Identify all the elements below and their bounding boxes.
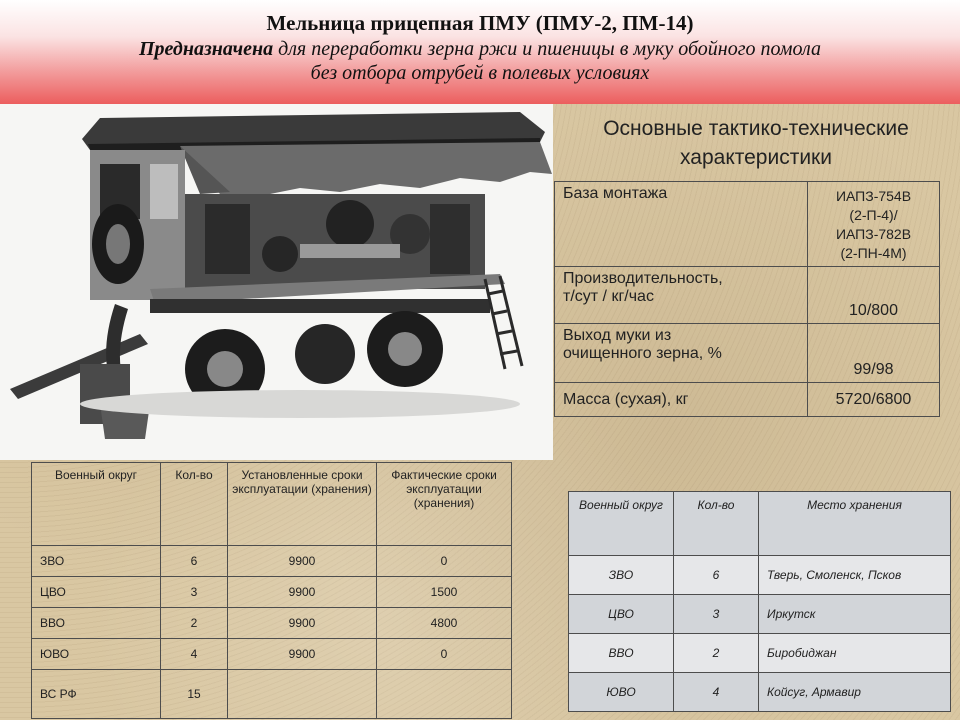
specs-title-line1: Основные тактико-технические [603, 117, 909, 140]
mill-trailer-photo-icon [0, 104, 553, 460]
table-row [32, 546, 512, 577]
storage-header: Место хранения [759, 492, 951, 556]
distribution-header: Кол-во [161, 463, 228, 546]
distribution-header: Установленные сроки эксплуатации (хранения) [228, 463, 377, 546]
storage-header: Военный округ [569, 492, 674, 556]
specs-row [555, 267, 940, 324]
table-cell: ВВО [32, 608, 161, 639]
table-cell: 15 [161, 670, 228, 719]
table-cell: 2 [161, 608, 228, 639]
subtitle-line2: без отбора отрубей в полевых условиях [310, 62, 650, 84]
table-cell: 6 [161, 546, 228, 577]
table-cell: 4 [674, 673, 759, 712]
specs-row [555, 182, 940, 267]
table-cell: ЗВО [569, 556, 674, 595]
table-cell: 0 [377, 639, 512, 670]
table-cell: ВВО [569, 634, 674, 673]
specs-label-line: т/сут / кг/час [563, 288, 654, 305]
table-cell: ВС РФ [32, 670, 161, 719]
table-cell: 4 [161, 639, 228, 670]
distribution-table [31, 462, 512, 719]
specs-value: 99/98 [808, 324, 940, 383]
storage-header: Кол-во [674, 492, 759, 556]
specs-label: База монтажа [555, 182, 808, 267]
specs-label-line: Производительность, [563, 270, 723, 287]
table-cell [228, 670, 377, 719]
table-cell: ЦВО [32, 577, 161, 608]
specs-value-line: (2-П-4)/ [849, 207, 898, 223]
specs-title [556, 114, 956, 172]
specs-label: Масса (сухая), кг [555, 383, 808, 417]
table-cell: Биробиджан [759, 634, 951, 673]
table-cell: 1500 [377, 577, 512, 608]
specs-row [555, 383, 940, 417]
table-row [569, 673, 951, 712]
table-cell: 0 [377, 546, 512, 577]
table-cell: ЮВО [32, 639, 161, 670]
distribution-header-row [32, 463, 512, 546]
specs-value-line: ИАПЗ-754В [835, 188, 912, 204]
specs-value: 10/800 [808, 267, 940, 324]
specs-value: 5720/6800 [808, 383, 940, 417]
specs-label [555, 267, 808, 324]
table-row [32, 577, 512, 608]
table-cell: 3 [674, 595, 759, 634]
table-cell: Койсуг, Армавир [759, 673, 951, 712]
table-row [569, 595, 951, 634]
slide-title: Мельница прицепная ПМУ (ПМУ-2, ПМ-14) [266, 11, 694, 35]
table-row [569, 634, 951, 673]
table-cell: 3 [161, 577, 228, 608]
slide-header [0, 0, 960, 104]
table-row [32, 608, 512, 639]
table-cell: 9900 [228, 639, 377, 670]
table-cell [377, 670, 512, 719]
table-cell: ЗВО [32, 546, 161, 577]
table-cell: Иркутск [759, 595, 951, 634]
table-cell: 9900 [228, 608, 377, 639]
storage-header-row [569, 492, 951, 556]
storage-table [568, 491, 951, 712]
specs-label-line: очищенного зерна, % [563, 345, 722, 362]
specs-label [555, 324, 808, 383]
specs-value-line: (2-ПН-4М) [840, 245, 907, 261]
specs-table [554, 181, 940, 417]
table-cell: Тверь, Смоленск, Псков [759, 556, 951, 595]
table-cell: ЦВО [569, 595, 674, 634]
mill-trailer-photo [0, 104, 553, 460]
slide-subtitle [0, 37, 960, 85]
table-cell: 9900 [228, 577, 377, 608]
table-cell: 2 [674, 634, 759, 673]
specs-title-line2: характеристики [680, 146, 832, 169]
table-cell: 4800 [377, 608, 512, 639]
specs-row [555, 324, 940, 383]
specs-value [808, 182, 940, 267]
table-cell: 9900 [228, 546, 377, 577]
table-row [569, 556, 951, 595]
table-cell: 6 [674, 556, 759, 595]
specs-value-line: ИАПЗ-782В [835, 226, 912, 242]
table-cell: ЮВО [569, 673, 674, 712]
specs-label-line: Выход муки из [563, 327, 672, 344]
table-row [32, 670, 512, 719]
subtitle-bold: Предназначена [138, 38, 274, 60]
distribution-header: Военный округ [32, 463, 161, 546]
subtitle-line1: для переработки зерна ржи и пшеницы в муку обойного помола [273, 38, 821, 60]
table-row [32, 639, 512, 670]
distribution-header: Фактические сроки эксплуатации (хранения) [377, 463, 512, 546]
